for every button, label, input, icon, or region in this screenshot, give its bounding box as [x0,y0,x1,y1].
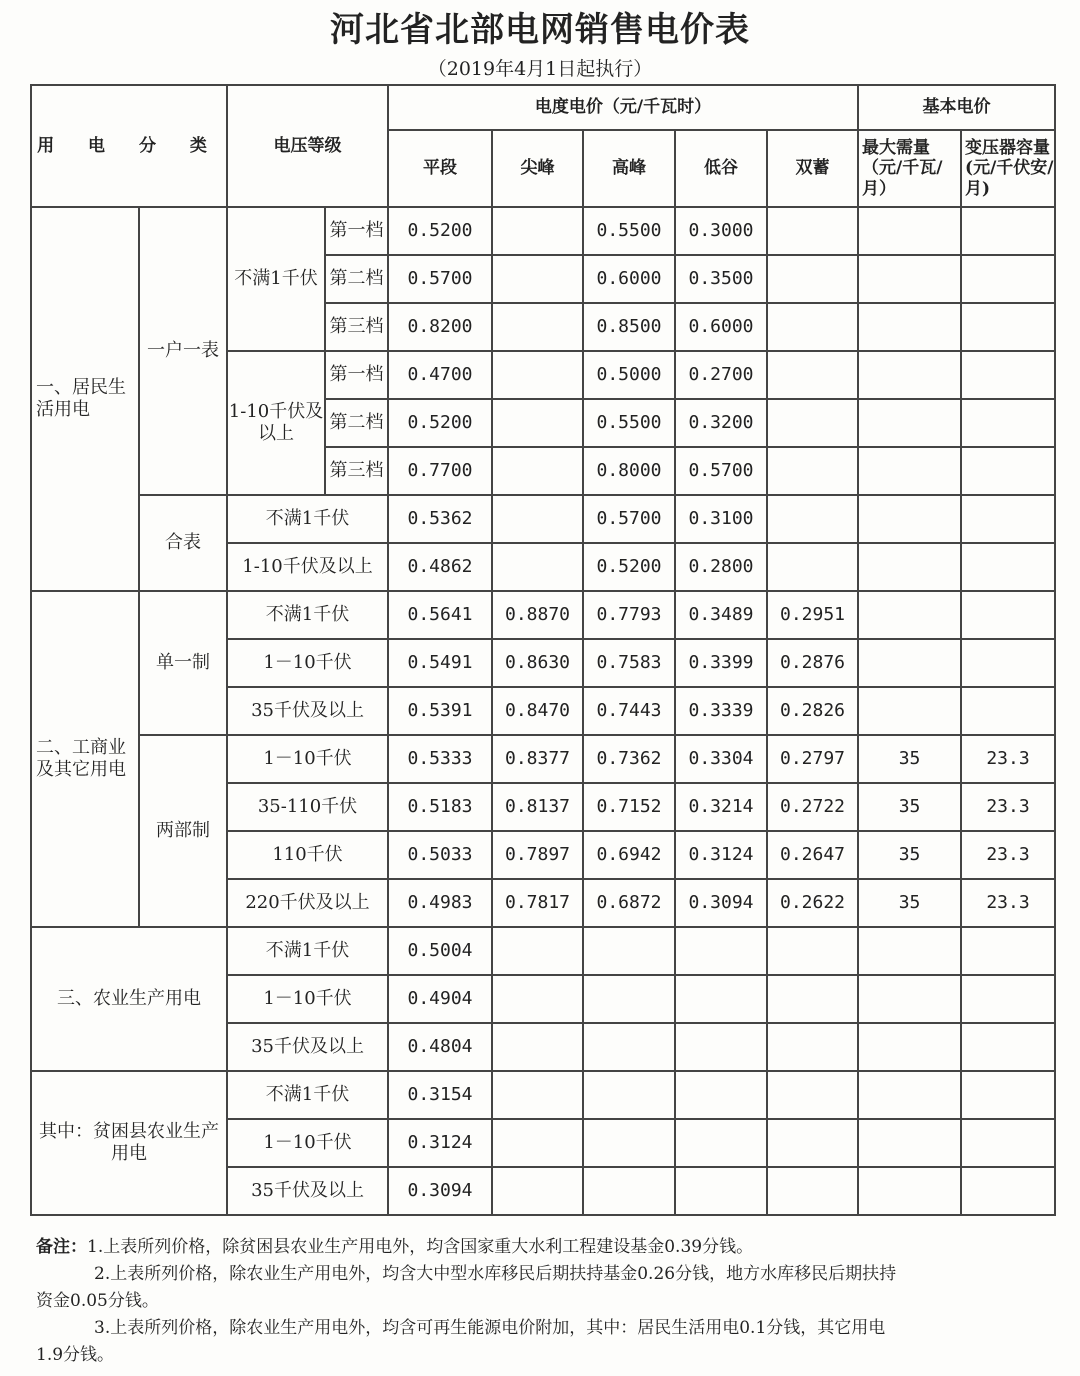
price-cell: 0.2722 [767,783,858,831]
voltage-label: 1－10千伏 [227,639,388,687]
price-cell [492,543,583,591]
price-cell: 0.5362 [388,495,492,543]
price-cell: 0.3489 [675,591,767,639]
price-cell [858,447,961,495]
price-cell: 0.7897 [492,831,583,879]
tier-label: 第二档 [325,399,388,447]
price-cell [492,399,583,447]
price-cell: 0.4700 [388,351,492,399]
price-cell: 0.3094 [675,879,767,927]
price-cell [858,1167,961,1215]
price-cell [961,1119,1055,1167]
price-cell: 0.8137 [492,783,583,831]
price-cell: 0.6942 [583,831,675,879]
group-agriculture: 三、农业生产用电 [31,927,227,1071]
note-3b: 1.9分钱。 [36,1345,115,1365]
voltage-1to10kv-plus: 1-10千伏及以上 [227,351,325,495]
price-cell [858,591,961,639]
price-cell [858,975,961,1023]
tier-label: 第三档 [325,303,388,351]
price-cell: 0.8200 [388,303,492,351]
price-cell: 0.8377 [492,735,583,783]
price-cell: 0.3500 [675,255,767,303]
price-cell [961,399,1055,447]
voltage-label: 35千伏及以上 [227,1023,388,1071]
price-cell: 0.7700 [388,447,492,495]
voltage-lt1kv: 不满1千伏 [227,207,325,351]
price-cell [767,399,858,447]
header-transformer-capacity: 变压器容量(元/千伏安/月) [961,130,1055,207]
note-2b: 资金0.05分钱。 [36,1291,159,1311]
price-cell: 35 [858,783,961,831]
header-peak: 高峰 [583,130,675,207]
group-one-meter: 一户一表 [139,207,227,495]
header-max-demand: 最大需量（元/千瓦/月） [858,130,961,207]
voltage-label: 不满1千伏 [227,927,388,975]
price-cell: 0.2647 [767,831,858,879]
header-flat: 平段 [388,130,492,207]
price-cell: 23.3 [961,735,1055,783]
price-cell: 0.5500 [583,399,675,447]
price-cell [858,351,961,399]
price-cell: 0.4862 [388,543,492,591]
price-cell: 0.5200 [583,543,675,591]
price-cell [492,495,583,543]
price-cell [767,303,858,351]
group-two-part: 两部制 [139,735,227,927]
price-cell [961,927,1055,975]
price-cell [675,1119,767,1167]
voltage-label: 110千伏 [227,831,388,879]
price-cell: 0.5491 [388,639,492,687]
price-cell: 0.2700 [675,351,767,399]
price-cell: 0.2622 [767,879,858,927]
price-cell: 0.2800 [675,543,767,591]
price-cell [767,543,858,591]
voltage-label: 1－10千伏 [227,735,388,783]
price-cell [675,975,767,1023]
group-residential: 一、居民生活用电 [31,207,139,591]
price-cell [767,1071,858,1119]
price-cell [767,927,858,975]
header-voltage: 电压等级 [227,85,388,207]
price-cell: 0.4804 [388,1023,492,1071]
price-cell: 0.7152 [583,783,675,831]
price-cell [858,1071,961,1119]
effective-date: （2019年4月1日起执行） [427,58,653,80]
header-energy-price: 电度电价（元/千瓦时） [388,85,858,130]
price-cell [961,591,1055,639]
notes [36,1234,1056,1369]
price-cell: 0.6000 [675,303,767,351]
price-cell: 35 [858,831,961,879]
price-cell: 0.6000 [583,255,675,303]
price-cell [858,1119,961,1167]
price-cell: 0.3000 [675,207,767,255]
price-cell [858,207,961,255]
header-sharp-peak: 尖峰 [492,130,583,207]
price-cell [961,543,1055,591]
header-category: 用 电 分 类 [31,85,227,207]
price-cell [858,927,961,975]
price-cell [767,1167,858,1215]
note-1-text: 1.上表所列价格，除贫困县农业生产用电外，均含国家重大水利工程建设基金0.39分钱。 [87,1237,754,1257]
price-cell: 0.5200 [388,207,492,255]
price-cell [675,1023,767,1071]
price-cell [492,927,583,975]
voltage-label: 1－10千伏 [227,1119,388,1167]
price-cell: 0.7443 [583,687,675,735]
price-cell: 0.3094 [388,1167,492,1215]
voltage-label: 1－10千伏 [227,975,388,1023]
price-cell [767,1023,858,1071]
price-cell [767,207,858,255]
price-cell: 0.8870 [492,591,583,639]
price-cell: 0.5004 [388,927,492,975]
price-cell: 0.3124 [675,831,767,879]
price-cell: 0.5200 [388,399,492,447]
price-cell [961,975,1055,1023]
voltage-label: 不满1千伏 [227,495,388,543]
price-cell [492,303,583,351]
price-cell [961,1023,1055,1071]
price-table [30,84,1056,1216]
price-cell [961,495,1055,543]
price-cell: 0.3100 [675,495,767,543]
price-cell [961,687,1055,735]
notes-label: 备注： [36,1237,87,1257]
price-cell: 0.4904 [388,975,492,1023]
price-cell: 0.3399 [675,639,767,687]
price-cell [675,1167,767,1215]
price-cell [583,927,675,975]
price-cell: 0.3214 [675,783,767,831]
price-cell [492,447,583,495]
price-cell [492,351,583,399]
price-cell [961,303,1055,351]
voltage-label: 1-10千伏及以上 [227,543,388,591]
price-cell [767,1119,858,1167]
price-cell: 0.2797 [767,735,858,783]
price-cell [858,639,961,687]
price-cell [492,207,583,255]
price-cell: 0.3154 [388,1071,492,1119]
price-cell: 0.3124 [388,1119,492,1167]
price-cell: 0.2951 [767,591,858,639]
price-cell [961,1167,1055,1215]
price-cell [492,975,583,1023]
price-cell: 0.7583 [583,639,675,687]
price-cell [858,687,961,735]
price-cell: 0.2826 [767,687,858,735]
price-cell: 0.2876 [767,639,858,687]
price-cell [858,399,961,447]
price-cell [961,351,1055,399]
price-cell [492,255,583,303]
price-cell [961,447,1055,495]
price-cell [583,975,675,1023]
price-cell: 35 [858,879,961,927]
price-cell [858,495,961,543]
price-cell [767,975,858,1023]
voltage-label: 35千伏及以上 [227,1167,388,1215]
note-3a: 3.上表所列价格，除农业生产用电外，均含可再生能源电价附加，其中：居民生活用电0.1分钱，其它用电 [94,1318,886,1338]
price-cell [492,1023,583,1071]
price-cell: 0.3339 [675,687,767,735]
price-cell [583,1023,675,1071]
price-cell [767,447,858,495]
price-cell [583,1119,675,1167]
group-poor-county-agriculture: 其中：贫困县农业生产用电 [31,1071,227,1215]
price-cell [583,1167,675,1215]
page-title: 河北省北部电网销售电价表 [330,10,750,50]
tier-label: 第一档 [325,351,388,399]
price-cell [858,543,961,591]
price-cell: 0.5333 [388,735,492,783]
price-cell: 0.5700 [583,495,675,543]
price-cell [492,1167,583,1215]
price-cell: 23.3 [961,831,1055,879]
price-cell [767,255,858,303]
price-cell [961,255,1055,303]
price-cell: 0.7817 [492,879,583,927]
price-cell: 0.5641 [388,591,492,639]
note-1 [36,1234,1056,1261]
price-cell: 0.6872 [583,879,675,927]
price-cell [492,1071,583,1119]
header-dual-storage: 双蓄 [767,130,858,207]
price-cell: 35 [858,735,961,783]
voltage-label: 不满1千伏 [227,1071,388,1119]
price-cell: 0.5700 [388,255,492,303]
tier-label: 第三档 [325,447,388,495]
price-cell [767,351,858,399]
voltage-label: 不满1千伏 [227,591,388,639]
price-cell: 0.7793 [583,591,675,639]
header-basic-price: 基本电价 [858,85,1055,130]
price-cell: 0.7362 [583,735,675,783]
price-cell: 0.5700 [675,447,767,495]
price-cell: 0.4983 [388,879,492,927]
price-cell [961,639,1055,687]
price-cell [675,927,767,975]
group-single-part: 单一制 [139,591,227,735]
price-cell [858,1023,961,1071]
tier-label: 第二档 [325,255,388,303]
price-cell [961,207,1055,255]
price-cell: 0.8470 [492,687,583,735]
price-cell: 0.5000 [583,351,675,399]
price-cell [675,1071,767,1119]
voltage-label: 35千伏及以上 [227,687,388,735]
price-cell [858,255,961,303]
price-cell: 0.5391 [388,687,492,735]
price-cell [583,1071,675,1119]
price-cell: 0.8000 [583,447,675,495]
price-cell [858,303,961,351]
price-cell [767,495,858,543]
price-cell: 0.5183 [388,783,492,831]
price-cell: 0.5033 [388,831,492,879]
price-cell: 0.8500 [583,303,675,351]
price-cell: 0.5500 [583,207,675,255]
price-cell: 0.3200 [675,399,767,447]
price-cell: 23.3 [961,879,1055,927]
price-cell [961,1071,1055,1119]
tier-label: 第一档 [325,207,388,255]
note-2a: 2.上表所列价格，除农业生产用电外，均含大中型水库移民后期扶持基金0.26分钱，地方水库移民后期扶持 [94,1264,897,1284]
voltage-label: 220千伏及以上 [227,879,388,927]
group-combined-meter: 合表 [139,495,227,591]
price-cell [492,1119,583,1167]
voltage-label: 35-110千伏 [227,783,388,831]
header-valley: 低谷 [675,130,767,207]
price-cell: 0.3304 [675,735,767,783]
group-commercial: 二、工商业及其它用电 [31,591,139,927]
price-cell: 23.3 [961,783,1055,831]
price-cell: 0.8630 [492,639,583,687]
